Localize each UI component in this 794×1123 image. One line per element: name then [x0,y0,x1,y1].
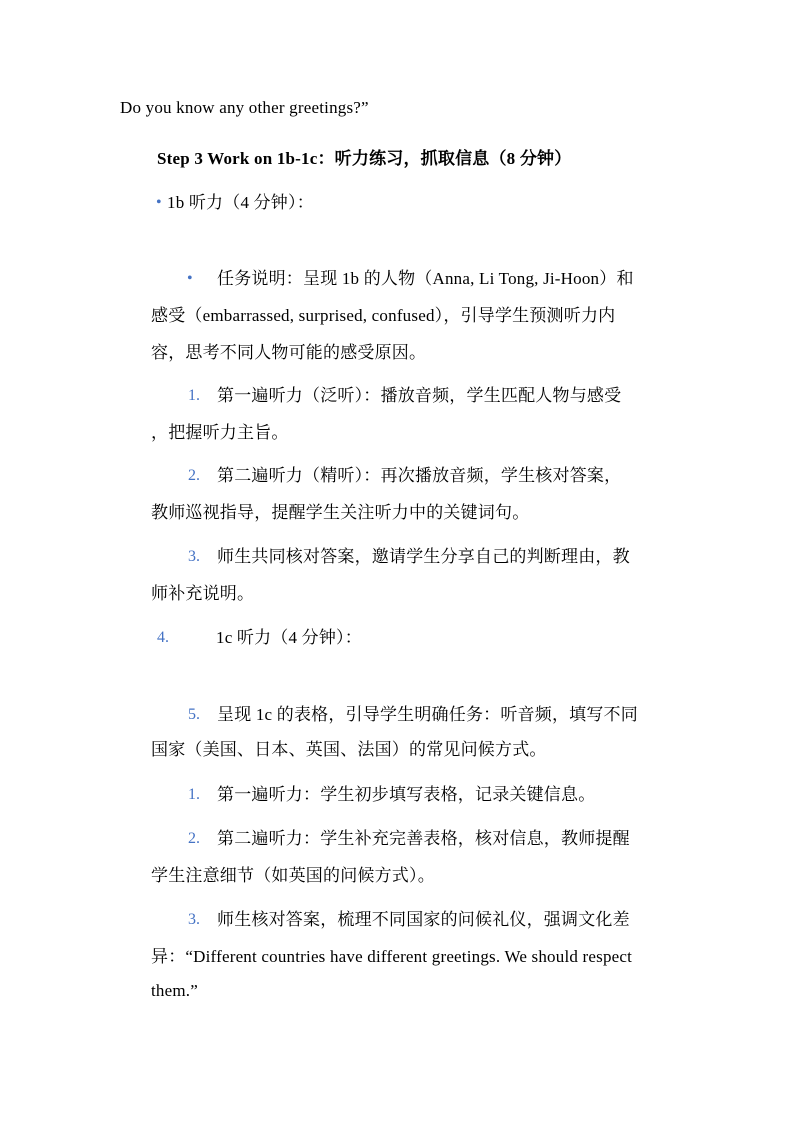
task-1c-line2: 国家（美国、日本、英国、法国）的常见问候方式。 [151,740,547,759]
bullet-icon: • [187,270,193,287]
task-1b-line2: 感受（embarrassed, surprised, confused），引导学生预测听力内 [151,306,616,325]
step-1b-2-line1: 第二遍听力（精听）：再次播放音频，学生核对答案， [217,466,622,485]
step-1b-1-line2: ，把握听力主旨。 [151,423,289,442]
step-1b-1-line1: 第一遍听力（泛听）：播放音频，学生匹配人物与感受 [217,386,622,405]
section-1c-label: 1c 听力（4 分钟）： [216,628,362,647]
list-number: 2. [188,830,200,847]
step-heading: Step 3 Work on 1b-1c：听力练习，抓取信息（8 分钟） [157,149,572,168]
list-number: 3. [188,548,200,565]
list-number: 4. [157,629,169,646]
step-1c-2-line2: 学生注意细节（如英国的问候方式）。 [151,866,435,885]
step-1c-1-line1: 第一遍听力：学生初步填写表格，记录关键信息。 [217,785,596,804]
step-1b-3-line2: 师补充说明。 [151,584,255,603]
list-number: 3. [188,911,200,928]
list-number: 2. [188,467,200,484]
step-1c-3-line1: 师生核对答案，梳理不同国家的问候礼仪，强调文化差 [217,910,630,929]
bullet-icon: • [156,194,162,211]
task-1c-line1: 呈现 1c 的表格，引导学生明确任务：听音频，填写不同 [217,705,638,724]
task-1b-line3: 容，思考不同人物可能的感受原因。 [151,343,427,362]
step-1c-3-line2: 异：“Different countries have different greetings. We should respect [151,947,633,966]
task-1b-line1: 任务说明：呈现 1b 的人物（Anna, Li Tong, Ji-Hoon）和 [217,269,634,288]
intro-line: Do you know any other greetings?” [120,98,369,117]
list-number: 1. [188,387,200,404]
list-number: 1. [188,786,200,803]
list-number: 5. [188,706,200,723]
step-1c-3-line3: them.” [151,981,198,1000]
section-1b-label: 1b 听力（4 分钟）： [167,193,314,212]
step-1b-2-line2: 教师巡视指导，提醒学生关注听力中的关键词句。 [151,503,530,522]
step-1b-3-line1: 师生共同核对答案，邀请学生分享自己的判断理由，教 [217,547,630,566]
step-1c-2-line1: 第二遍听力：学生补充完善表格，核对信息，教师提醒 [217,829,630,848]
